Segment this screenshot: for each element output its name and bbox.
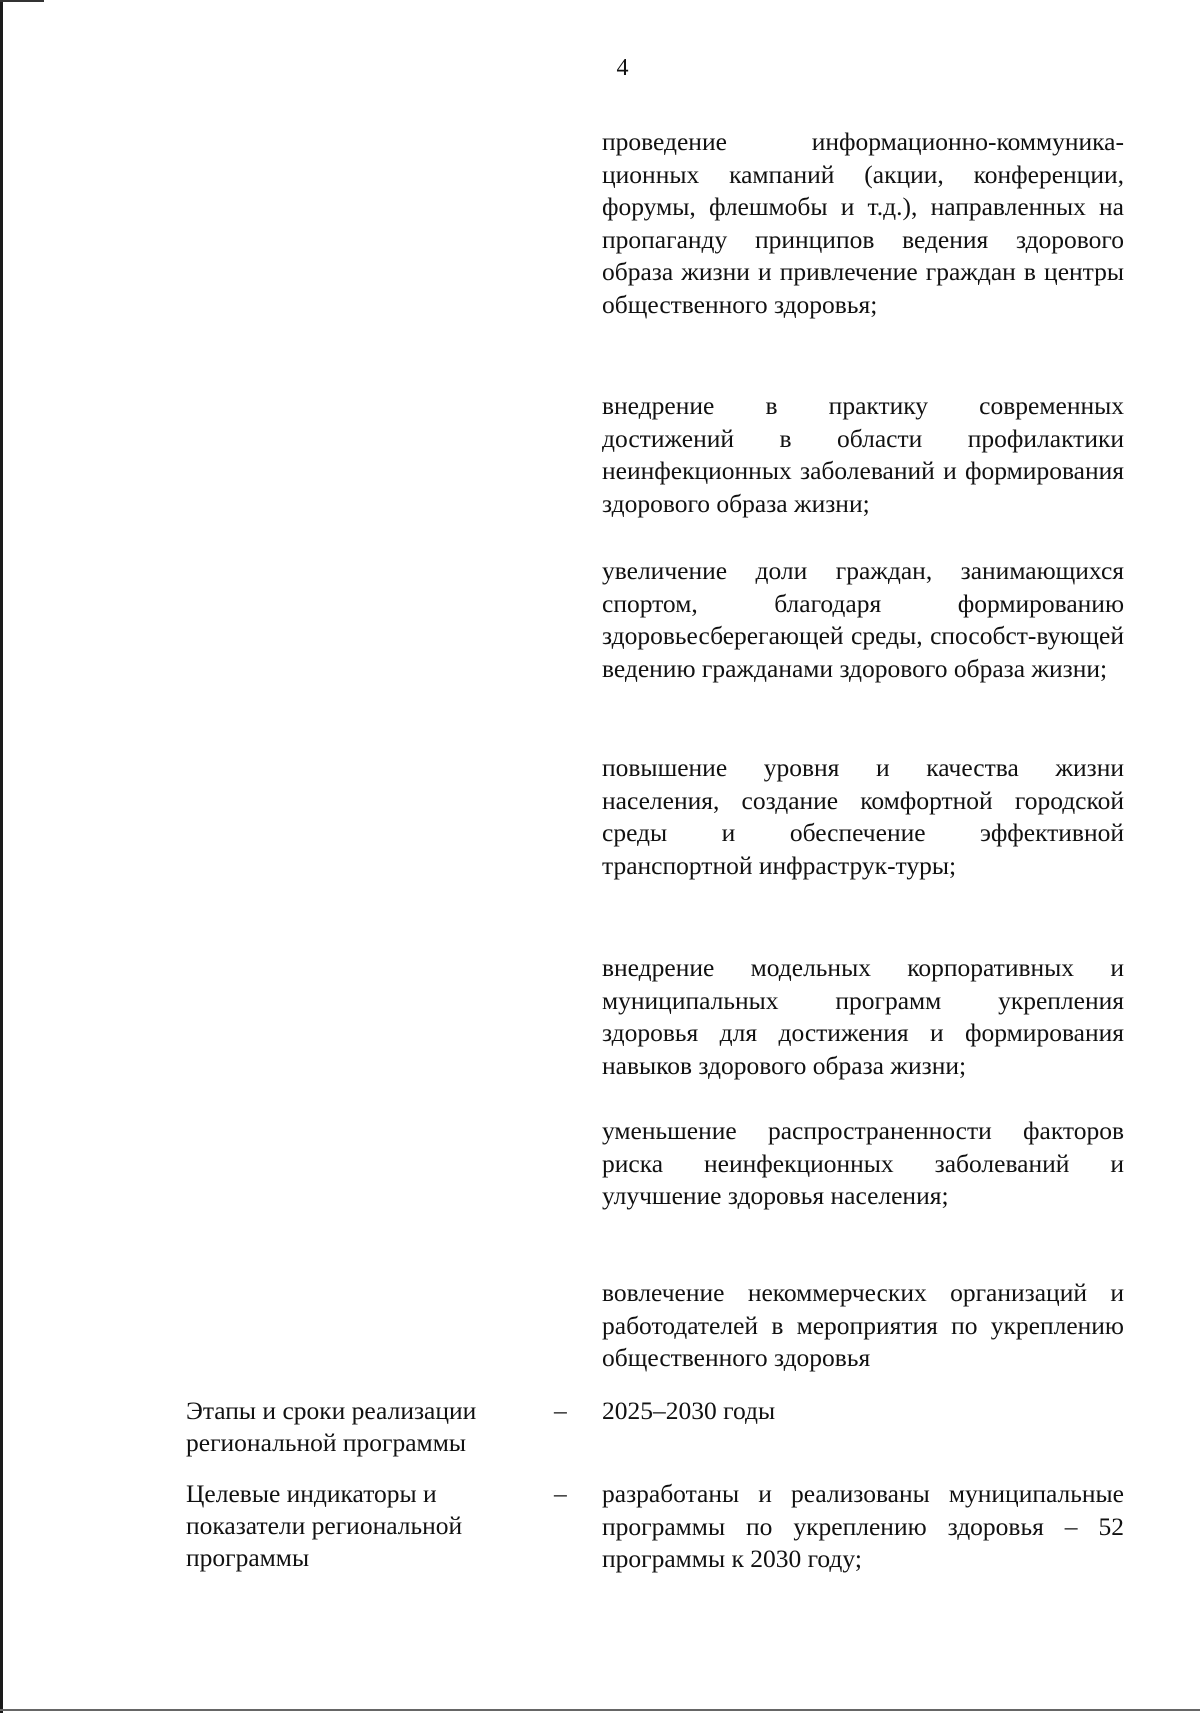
page-number: 4	[616, 55, 629, 81]
row-dash: –	[554, 1396, 567, 1425]
list-item	[602, 1115, 1124, 1213]
row-value-stages: 2025–2030 годы	[602, 1396, 776, 1425]
row-label-indicators: Целевые индикаторы и показатели региональной программы	[186, 1479, 463, 1572]
list-item	[602, 555, 1124, 685]
list-item	[602, 752, 1124, 882]
row-label-stages: Этапы и сроки реализации региональной программы	[186, 1396, 477, 1457]
row-value-indicators: разработаны и реализованы муниципальные программы по укреплению здоровья – 52 программы к 2030 году;	[602, 1479, 1124, 1573]
list-item-text: вовлечение некоммерческих организаций и работодателей в мероприятия по укреплению общественного здоровья	[602, 1278, 1124, 1372]
list-item	[602, 390, 1124, 520]
list-item-text: внедрение модельных корпоративных и муниципальных программ укрепления здоровья для достижения и формирования навыков здорового образа жизни;	[602, 953, 1124, 1080]
scan-edge-top	[0, 0, 44, 2]
list-item-text: проведение информационно-коммуника-ционных кампаний (акции, конференции, форумы, флешмобы и т.д.), направленных на пропаганду принципов ведения здорового образа жизни и привлечение граждан в центры общественного здоровья;	[602, 127, 1124, 319]
list-item	[602, 126, 1124, 321]
list-item-text: уменьшение распространенности факторов риска неинфекционных заболеваний и улучшение здоровья населения;	[602, 1116, 1124, 1210]
scan-edge-bottom	[0, 1709, 1200, 1711]
list-item-text: увеличение доли граждан, занимающихся спортом, благодаря формированию здоровьесберегающей среды, способст-вующей ведению гражданами здорового образа жизни;	[602, 556, 1124, 683]
list-item	[602, 1277, 1124, 1375]
row-dash: –	[554, 1479, 567, 1508]
list-item-text: повышение уровня и качества жизни населения, создание комфортной городской среды и обеспечение эффективной транспортной инфраструк-туры;	[602, 753, 1124, 880]
scan-edge-left	[0, 0, 3, 1713]
list-item	[602, 952, 1124, 1082]
list-item-text: внедрение в практику современных достижений в области профилактики неинфекционных заболеваний и формирования здорового образа жизни;	[602, 391, 1124, 518]
